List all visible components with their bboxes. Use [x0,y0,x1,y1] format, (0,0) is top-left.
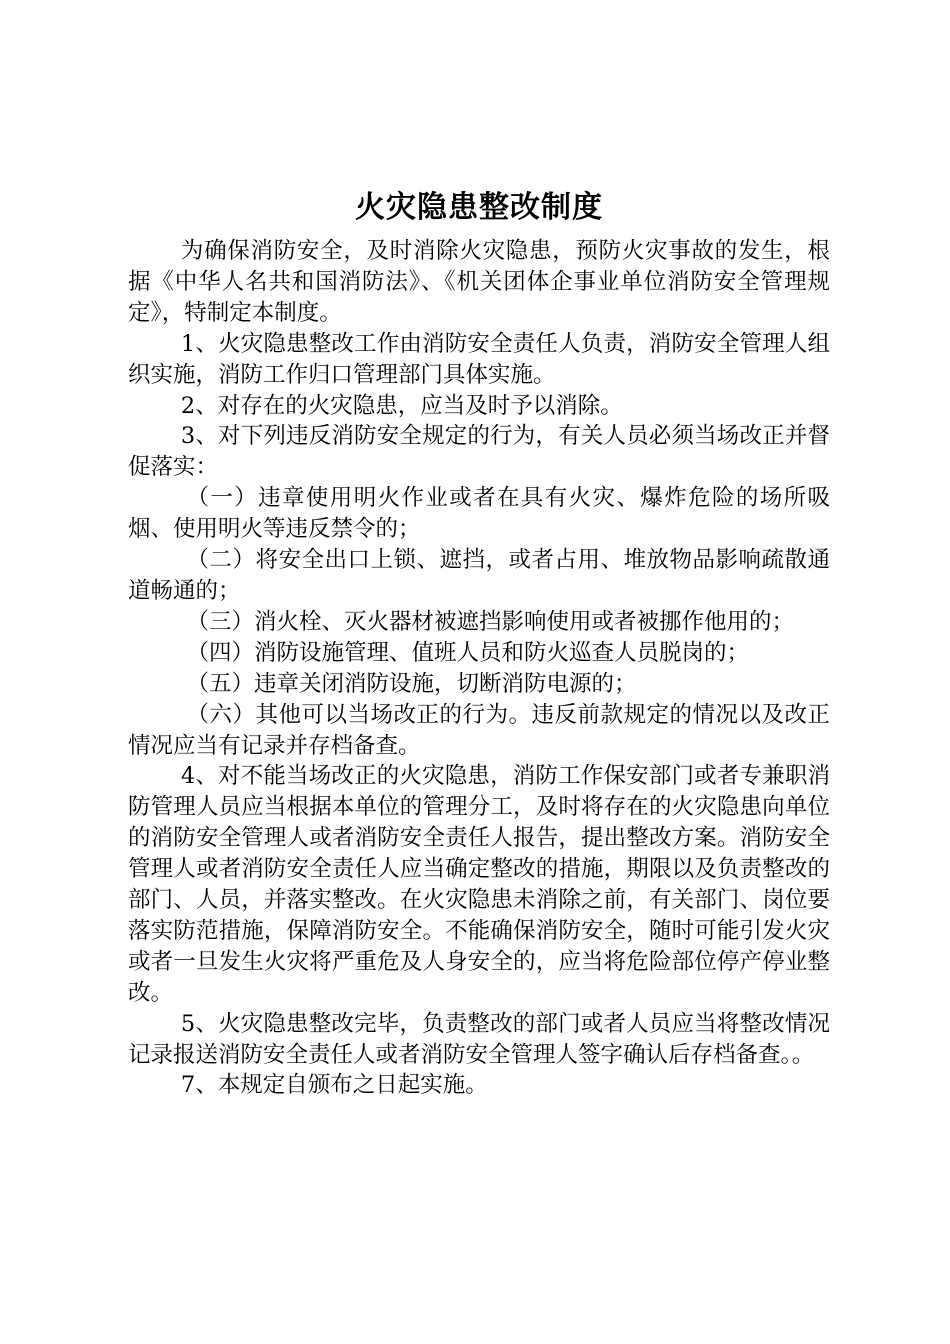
document-title: 火灾隐患整改制度 [355,190,603,225]
clause-2: 2、对存在的火灾隐患，应当及时予以消除。 [180,392,623,419]
sub-item-2: （二）将安全出口上锁、遮挡，或者占用、堆放物品影响疏散通道畅通的； [128,547,830,604]
clause-3: 3、对下列违反消防安全规定的行为，有关人员必须当场改正并督促落实： [128,423,830,481]
document-body [128,236,830,1101]
intro-paragraph: 为确保消防安全，及时消除火灾隐患，预防火灾事故的发生，根据《中华人名共和国消防法》、《机关团体企事业单位消防安全管理规定》，特制定本制度。 [128,238,830,326]
clause-1: 1、火灾隐患整改工作由消防安全责任人负责，消防安全管理人组织实施，消防工作归口管理部门具体实施。 [128,330,830,388]
sub-item-5: （五）违章关闭消防设施，切断消防电源的； [186,670,637,697]
sub-item-3: （三）消火栓、灭火器材被遮挡影响使用或者被挪作他用的； [186,608,795,635]
sub-item-1: （一）违章使用明火作业或者在具有火灾、爆炸危险的场所吸烟、使用明火等违反禁令的； [128,485,830,543]
clause-4: 4、对不能当场改正的火灾隐患，消防工作保安部门或者专兼职消防管理人员应当根据本单位的管理分工，及时将存在的火灾隐患向单位的消防安全管理人或者消防安全责任人报告，提出整改方案。消防安全管理人或者消防安全责任人应当确定整改的措施，期限以及负责整改的部门、人员，并落实整改。在火灾隐患未消除之前，有关部门、岗位要落实防范措施，保障消防安全。不能确保消防安全，随时可能引发火灾或者一旦发生火灾将严重危及人身安全的，应当将危险部位停产停业整改。 [128,763,830,1006]
sub-item-4: （四）消防设施管理、值班人员和防火巡查人员脱岗的； [186,639,750,666]
sub-item-6: （六）其他可以当场改正的行为。违反前款规定的情况以及改正情况应当有记录并存档备查。 [128,701,830,759]
clause-5: 5、火灾隐患整改完毕，负责整改的部门或者人员应当将整改情况记录报送消防安全责任人或者消防安全管理人签字确认后存档备查。。 [128,1010,830,1068]
clause-7: 7、本规定自颁布之日起实施。 [180,1072,488,1099]
